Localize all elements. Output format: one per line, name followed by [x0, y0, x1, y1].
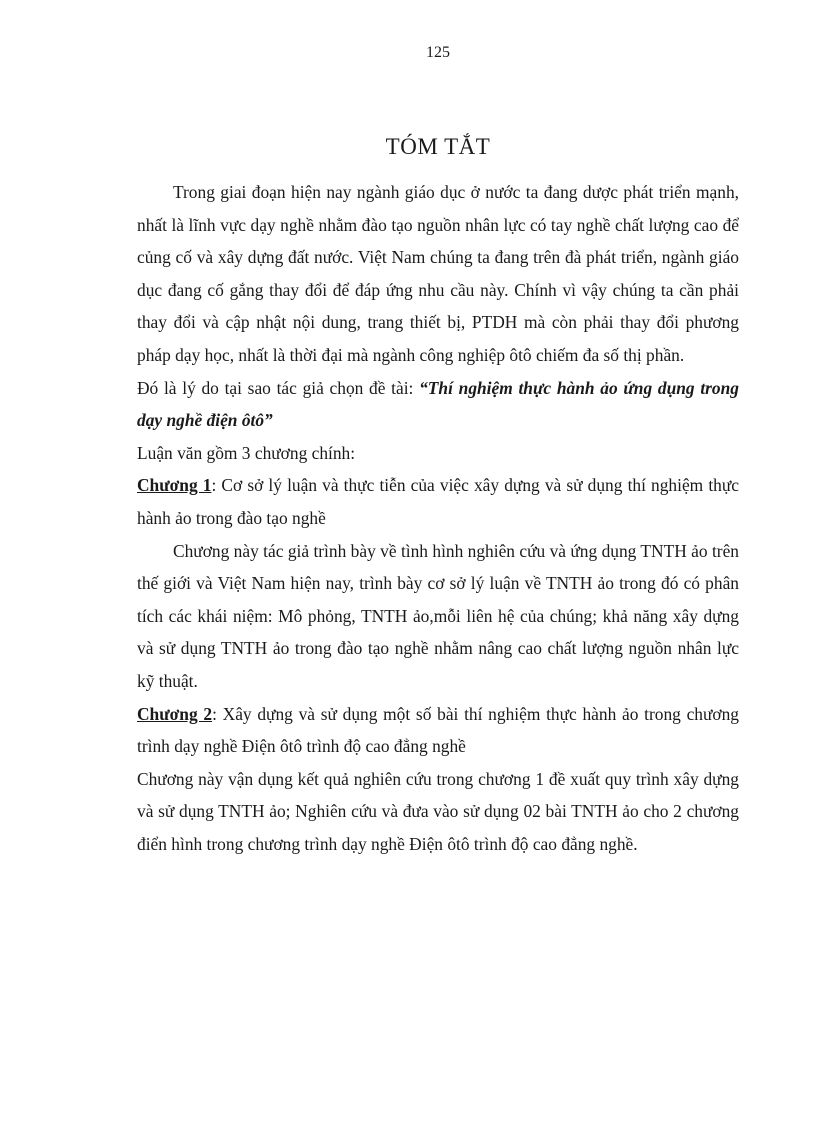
- chapter-2-label: Chương 2: [137, 703, 213, 724]
- page-title: TÓM TẮT: [385, 134, 491, 159]
- chapter-2-heading: [137, 698, 739, 763]
- page-number: 125: [426, 44, 450, 61]
- topic-paragraph: [137, 372, 739, 437]
- document-body: [137, 176, 739, 860]
- structure-line: Luận văn gồm 3 chương chính:: [137, 442, 356, 463]
- chapter-2-title: : Xây dựng và sử dụng một số bài thí nghiệm thực hành ảo trong chương trình dạy nghề Điện ôtô trình độ cao đẳng nghề: [137, 703, 739, 757]
- topic-prefix: Đó là lý do tại sao tác giả chọn đề tài:: [137, 377, 420, 398]
- chapter-1-summary: Chương này tác giả trình bày về tình hình nghiên cứu và ứng dụng TNTH ảo trên thế giới và Việt Nam hiện nay, trình bày cơ sở lý luận về TNTH ảo trong đó có phân tích các khái niệm: Mô phỏng, TNTH ảo,mỗi liên hệ của chúng; khả năng xây dựng và sử dụng TNTH ảo trong đào tạo nghề nhằm nâng cao chất lượng nguồn nhân lực kỹ thuật.: [137, 540, 739, 691]
- chapter-1-heading: [137, 469, 739, 534]
- intro-paragraph: Trong giai đoạn hiện nay ngành giáo dục ở nước ta đang dược phát triển mạnh, nhất là lĩnh vực dạy nghề nhằm đào tạo nguồn nhân lực có tay nghề chất lượng cao để củng cố và xây dựng đất nước. Việt Nam chúng ta đang trên đà phát triển, ngành giáo dục đang cố gắng thay đổi để đáp ứng nhu cầu này. Chính vì vậy chúng ta cần phải thay đổi và cập nhật nội dung, trang thiết bị, PTDH mà còn phải thay đổi phương pháp dạy học, nhất là thời đại mà ngành công nghiệp ôtô chiếm đa số thị phần.: [137, 182, 739, 365]
- chapter-1-label: Chương 1: [137, 475, 212, 496]
- chapter-1-title: : Cơ sở lý luận và thực tiễn của việc xây dựng và sử dụng thí nghiệm thực hành ảo trong đào tạo nghề: [137, 475, 739, 528]
- chapter-2-summary: Chương này vận dụng kết quả nghiên cứu trong chương 1 đề xuất quy trình xây dựng và sử dụng TNTH ảo; Nghiên cứu và đưa vào sử dụng 02 bài TNTH ảo cho 2 chương điển hình trong chương trình dạy nghề Điện ôtô trình độ cao đẳng nghề.: [137, 768, 739, 854]
- topic-title: “Thí nghiệm thực hành ảo ứng dụng trong dạy nghề điện ôtô”: [137, 377, 739, 431]
